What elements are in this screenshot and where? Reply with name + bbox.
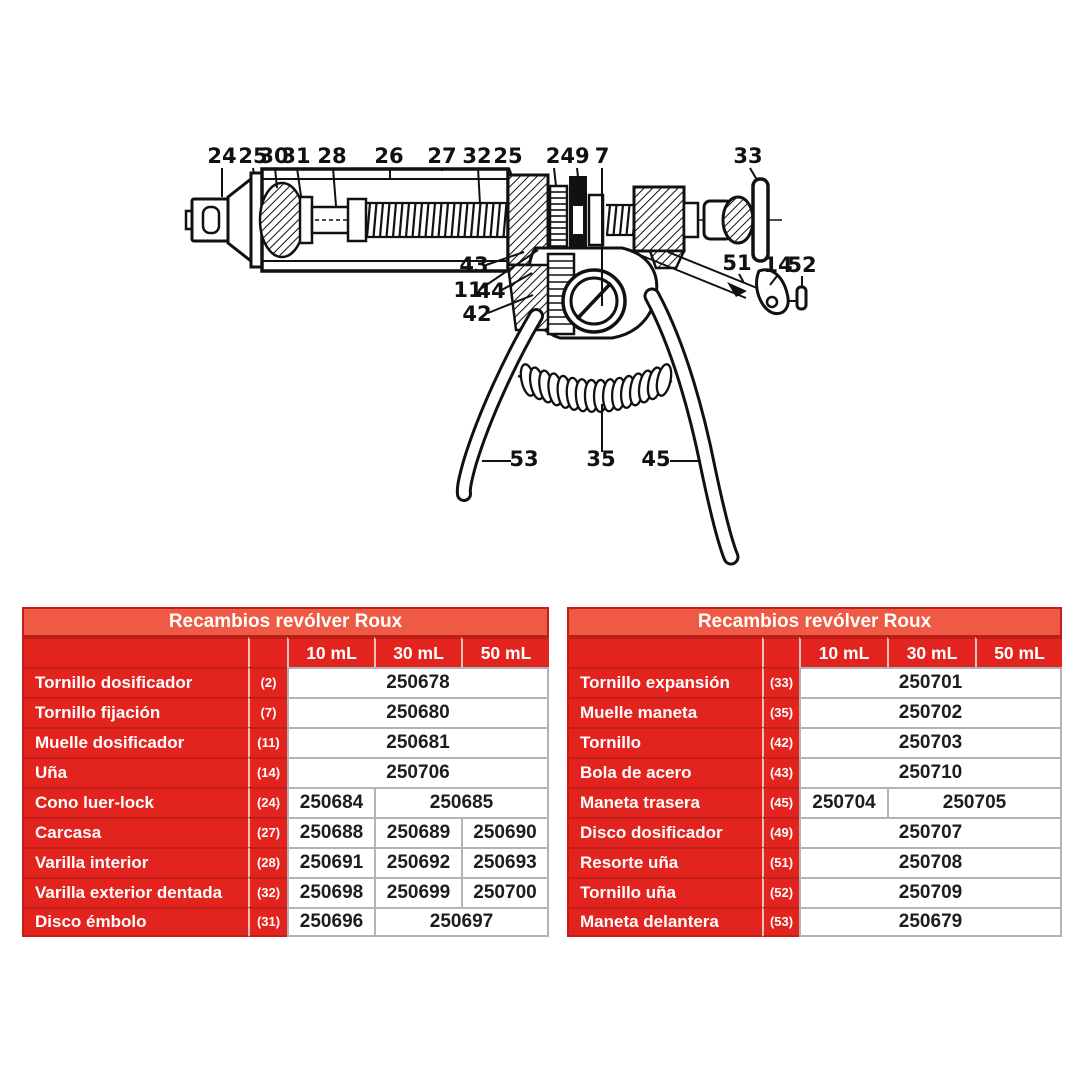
size-header-10ml: 10 mL <box>287 637 374 667</box>
callout-leader-line <box>577 168 578 177</box>
part-label: Uña <box>22 757 248 787</box>
part-label: Disco dosificador <box>567 817 762 847</box>
size-header-50ml: 50 mL <box>975 637 1062 667</box>
table-row <box>22 727 549 757</box>
header-spacer-ref <box>762 637 799 667</box>
table-row <box>22 787 549 817</box>
callout-label: 44 <box>476 279 506 303</box>
part-number: 250702 <box>799 697 1062 727</box>
table-row <box>567 757 1062 787</box>
claw-spring-arrow <box>727 282 747 297</box>
part-number: 250693 <box>461 847 549 877</box>
part-number: 250691 <box>287 847 374 877</box>
size-header-10ml: 10 mL <box>799 637 887 667</box>
part-number: 250688 <box>287 817 374 847</box>
callout-leader-line <box>253 168 254 174</box>
part-ref: (51) <box>762 847 799 877</box>
part-label: Tornillo expansión <box>567 667 762 697</box>
part-number: 250690 <box>461 817 549 847</box>
part-label: Resorte uña <box>567 847 762 877</box>
part-ref: (7) <box>248 697 287 727</box>
callout-label: 33 <box>733 144 763 168</box>
parts-table-left <box>22 607 549 937</box>
part-number: 250684 <box>287 787 374 817</box>
part-number: 250700 <box>461 877 549 907</box>
thread-tooth <box>607 205 610 235</box>
luer-cone <box>228 179 251 261</box>
part-ref: (53) <box>762 907 799 937</box>
knob-bulb <box>723 197 753 243</box>
table-row <box>22 667 549 697</box>
table-row <box>22 907 549 937</box>
part-number: 250704 <box>799 787 887 817</box>
callout-label: 35 <box>586 447 616 471</box>
part-number: 250680 <box>287 697 549 727</box>
part-label: Tornillo uña <box>567 877 762 907</box>
callout-leader-line <box>750 168 757 180</box>
table-row <box>22 697 549 727</box>
part-ref: (33) <box>762 667 799 697</box>
part-number: 250678 <box>287 667 549 697</box>
part-label: Varilla exterior dentada <box>22 877 248 907</box>
part-ref: (28) <box>248 847 287 877</box>
part-number: 250685 <box>374 787 549 817</box>
thread-tooth <box>620 205 623 235</box>
part-label: Bola de acero <box>567 757 762 787</box>
part-number: 250697 <box>374 907 549 937</box>
header-spacer-label <box>22 637 248 667</box>
part-label: Maneta trasera <box>567 787 762 817</box>
dosing-gear <box>550 186 567 254</box>
part-label: Maneta delantera <box>567 907 762 937</box>
size-header-30ml: 30 mL <box>887 637 975 667</box>
callout-label: 27 <box>427 144 457 168</box>
part-number: 250703 <box>799 727 1062 757</box>
table-row <box>567 907 1062 937</box>
callout-label: 2 <box>545 144 561 168</box>
part-ref: (2) <box>248 667 287 697</box>
part-label: Varilla interior <box>22 847 248 877</box>
callout-label: 42 <box>462 302 492 326</box>
callout-label: 53 <box>509 447 539 471</box>
part-ref: (52) <box>762 877 799 907</box>
callout-label: 7 <box>594 144 610 168</box>
callout-label: 51 <box>722 251 752 275</box>
table-row <box>567 877 1062 907</box>
part-ref: (35) <box>762 697 799 727</box>
part-ref: (31) <box>248 907 287 937</box>
part-label: Carcasa <box>22 817 248 847</box>
part-label: Tornillo dosificador <box>22 667 248 697</box>
callout-label: 25 <box>238 144 268 168</box>
callout-label: 14 <box>763 253 793 277</box>
part-number: 250681 <box>287 727 549 757</box>
part-number: 250696 <box>287 907 374 937</box>
header-spacer-label <box>567 637 762 667</box>
header-spacer-ref <box>248 637 287 667</box>
table-row <box>567 787 1062 817</box>
part-ref: (24) <box>248 787 287 817</box>
part-number: 250706 <box>287 757 549 787</box>
dosing-disc-window <box>573 206 583 234</box>
part-ref: (27) <box>248 817 287 847</box>
claw-screw-pin <box>797 287 806 309</box>
callout-label: 11 <box>453 278 483 302</box>
rod-collar <box>684 203 698 237</box>
part-number: 250699 <box>374 877 461 907</box>
handle-spring <box>518 363 674 412</box>
part-number: 250689 <box>374 817 461 847</box>
pawl-claw-hole <box>767 297 777 307</box>
callout-label: 32 <box>462 144 492 168</box>
parts-table-right <box>567 607 1062 937</box>
table-row <box>567 817 1062 847</box>
part-ref: (14) <box>248 757 287 787</box>
part-label: Muelle maneta <box>567 697 762 727</box>
part-label: Tornillo fijación <box>22 697 248 727</box>
part-ref: (43) <box>762 757 799 787</box>
thread-tooth <box>627 205 630 235</box>
table-row <box>567 697 1062 727</box>
part-ref: (11) <box>248 727 287 757</box>
luer-hole <box>203 207 219 233</box>
callout-label: 26 <box>374 144 404 168</box>
part-number: 250679 <box>799 907 1062 937</box>
part-ref: (32) <box>248 877 287 907</box>
table-title: Recambios revólver Roux <box>22 607 549 637</box>
part-number: 250698 <box>287 877 374 907</box>
part-ref: (49) <box>762 817 799 847</box>
part-number: 250708 <box>799 847 1062 877</box>
callout-label: 31 <box>281 144 311 168</box>
part-label: Disco émbolo <box>22 907 248 937</box>
expansion-screw-knurl <box>634 187 684 251</box>
size-header-30ml: 30 mL <box>374 637 461 667</box>
piston-disc <box>260 183 304 257</box>
table-row <box>22 877 549 907</box>
thread-tooth <box>614 205 617 235</box>
rod-end-plate <box>348 199 366 241</box>
part-label: Cono luer-lock <box>22 787 248 817</box>
part-number: 250692 <box>374 847 461 877</box>
table-row <box>22 847 549 877</box>
callout-label: 45 <box>641 447 671 471</box>
piston-plate <box>300 197 312 243</box>
table-row <box>567 667 1062 697</box>
callout-label: 52 <box>787 253 817 277</box>
part-ref: (45) <box>762 787 799 817</box>
callout-label: 49 <box>560 144 590 168</box>
table-row <box>567 727 1062 757</box>
part-number: 250707 <box>799 817 1062 847</box>
callout-label: 30 <box>259 144 289 168</box>
callout-label: 43 <box>459 253 489 277</box>
part-label: Tornillo <box>567 727 762 757</box>
callout-leader-line <box>554 168 556 186</box>
part-number: 250709 <box>799 877 1062 907</box>
callout-label: 28 <box>317 144 347 168</box>
table-title: Recambios revólver Roux <box>567 607 1062 637</box>
size-header-50ml: 50 mL <box>461 637 549 667</box>
table-row <box>567 847 1062 877</box>
part-number: 250705 <box>887 787 1062 817</box>
table-row <box>22 817 549 847</box>
t-handle-disc <box>753 179 768 261</box>
part-label: Muelle dosificador <box>22 727 248 757</box>
part-ref: (42) <box>762 727 799 757</box>
fixing-collar <box>589 195 603 245</box>
callout-label: 25 <box>493 144 523 168</box>
callout-label: 24 <box>207 144 237 168</box>
table-row <box>22 757 549 787</box>
part-number: 250701 <box>799 667 1062 697</box>
part-number: 250710 <box>799 757 1062 787</box>
